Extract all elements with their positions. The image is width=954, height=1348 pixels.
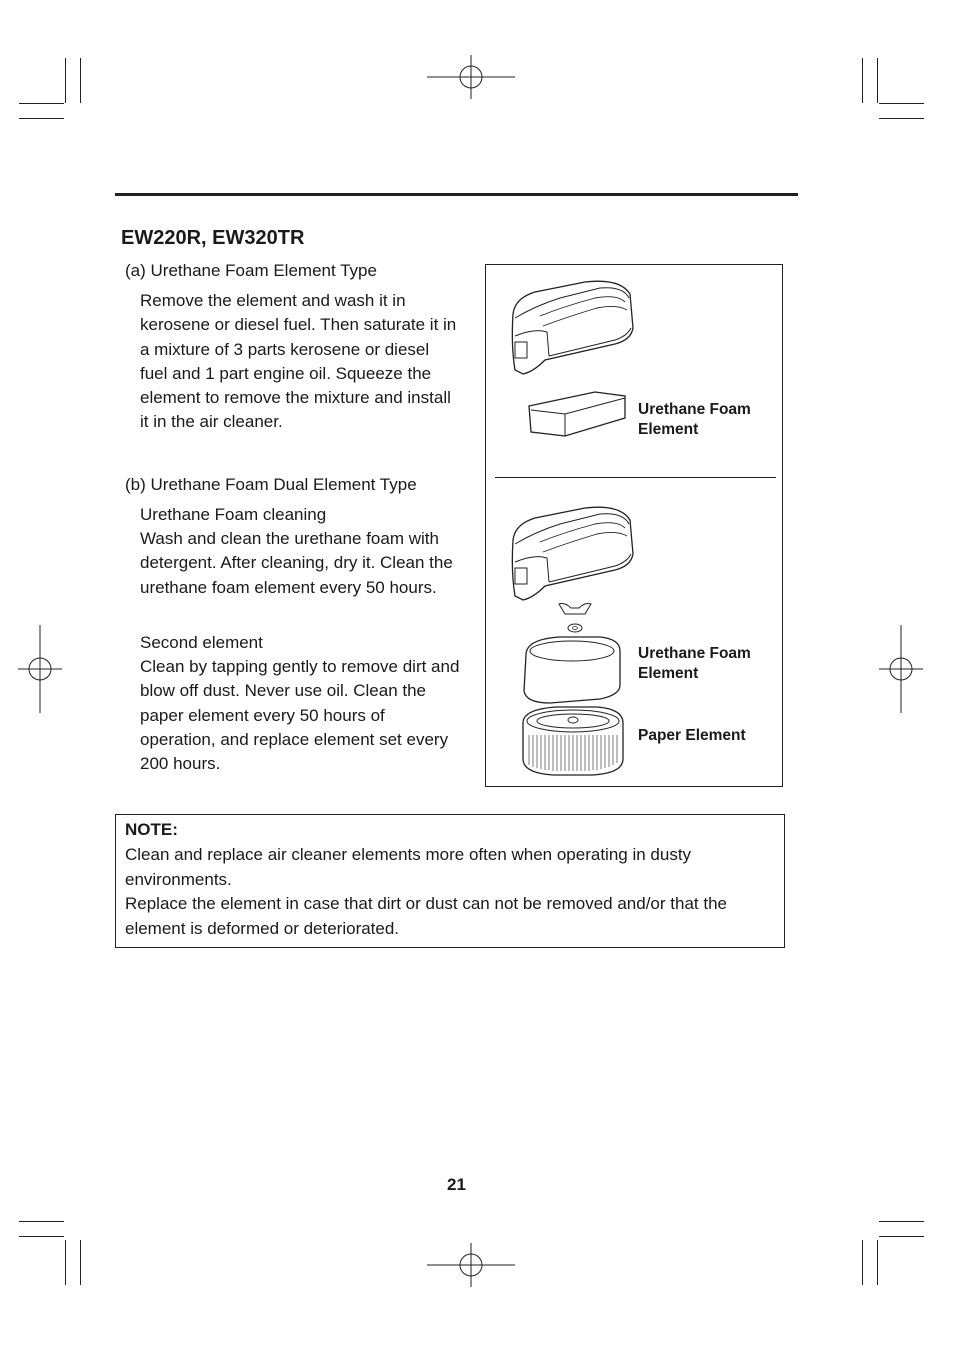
registration-mark-bottom [427, 1243, 517, 1288]
bottom-foam-label-line2: Element [638, 665, 699, 682]
section-b-title: (b) Urethane Foam Dual Element Type [125, 475, 417, 494]
bottom-foam-label-line1: Urethane Foam [638, 645, 751, 662]
foam-cleaning-body: Wash and clean the urethane foam with detergent. After cleaning, dry it. Clean the urethane foam element every 50 hours. [140, 529, 453, 597]
second-element-body: Clean by tapping gently to remove dirt and blow off dust. Never use oil. Clean the paper element every 50 hours of operation, and replace element set every 200 hours. [140, 657, 460, 774]
paper-element-label: Paper Element [638, 727, 746, 744]
section-heading: EW220R, EW320TR [121, 227, 305, 249]
note-title: NOTE: [125, 820, 178, 839]
dual-cover-illustration [505, 502, 640, 607]
top-foam-label-line2: Element [638, 421, 699, 438]
registration-mark-right [879, 625, 924, 715]
registration-mark-top [427, 55, 517, 100]
top-foam-label-line1: Urethane Foam [638, 401, 751, 418]
note-line-1: Clean and replace air cleaner elements more often when operating in dusty environments. [125, 845, 692, 889]
paper-element-illustration [517, 703, 629, 778]
wing-nut-icon [555, 600, 595, 636]
figure-separator [495, 477, 776, 478]
air-cleaner-cover-illustration [505, 276, 640, 381]
foam-cleaning-heading: Urethane Foam cleaning [140, 505, 327, 524]
section-a-body: Remove the element and wash it in kerosene or diesel fuel. Then saturate it in a mixture of 3 parts kerosene or diesel fuel and 1 part engine oil. Squeeze the element to remove the mixture and install it in the air cleaner. [140, 291, 457, 432]
second-element-heading: Second element [140, 633, 263, 652]
page-number: 21 [447, 1175, 466, 1194]
note-line-2: Replace the element in case that dirt or dust can not be removed and/or that the element is deformed or deteriorated. [125, 894, 727, 938]
top-rule [115, 193, 798, 196]
registration-mark-left [18, 625, 63, 715]
foam-block-illustration [525, 388, 630, 443]
section-a-title: (a) Urethane Foam Element Type [125, 261, 377, 280]
oval-foam-element-illustration [520, 633, 625, 708]
